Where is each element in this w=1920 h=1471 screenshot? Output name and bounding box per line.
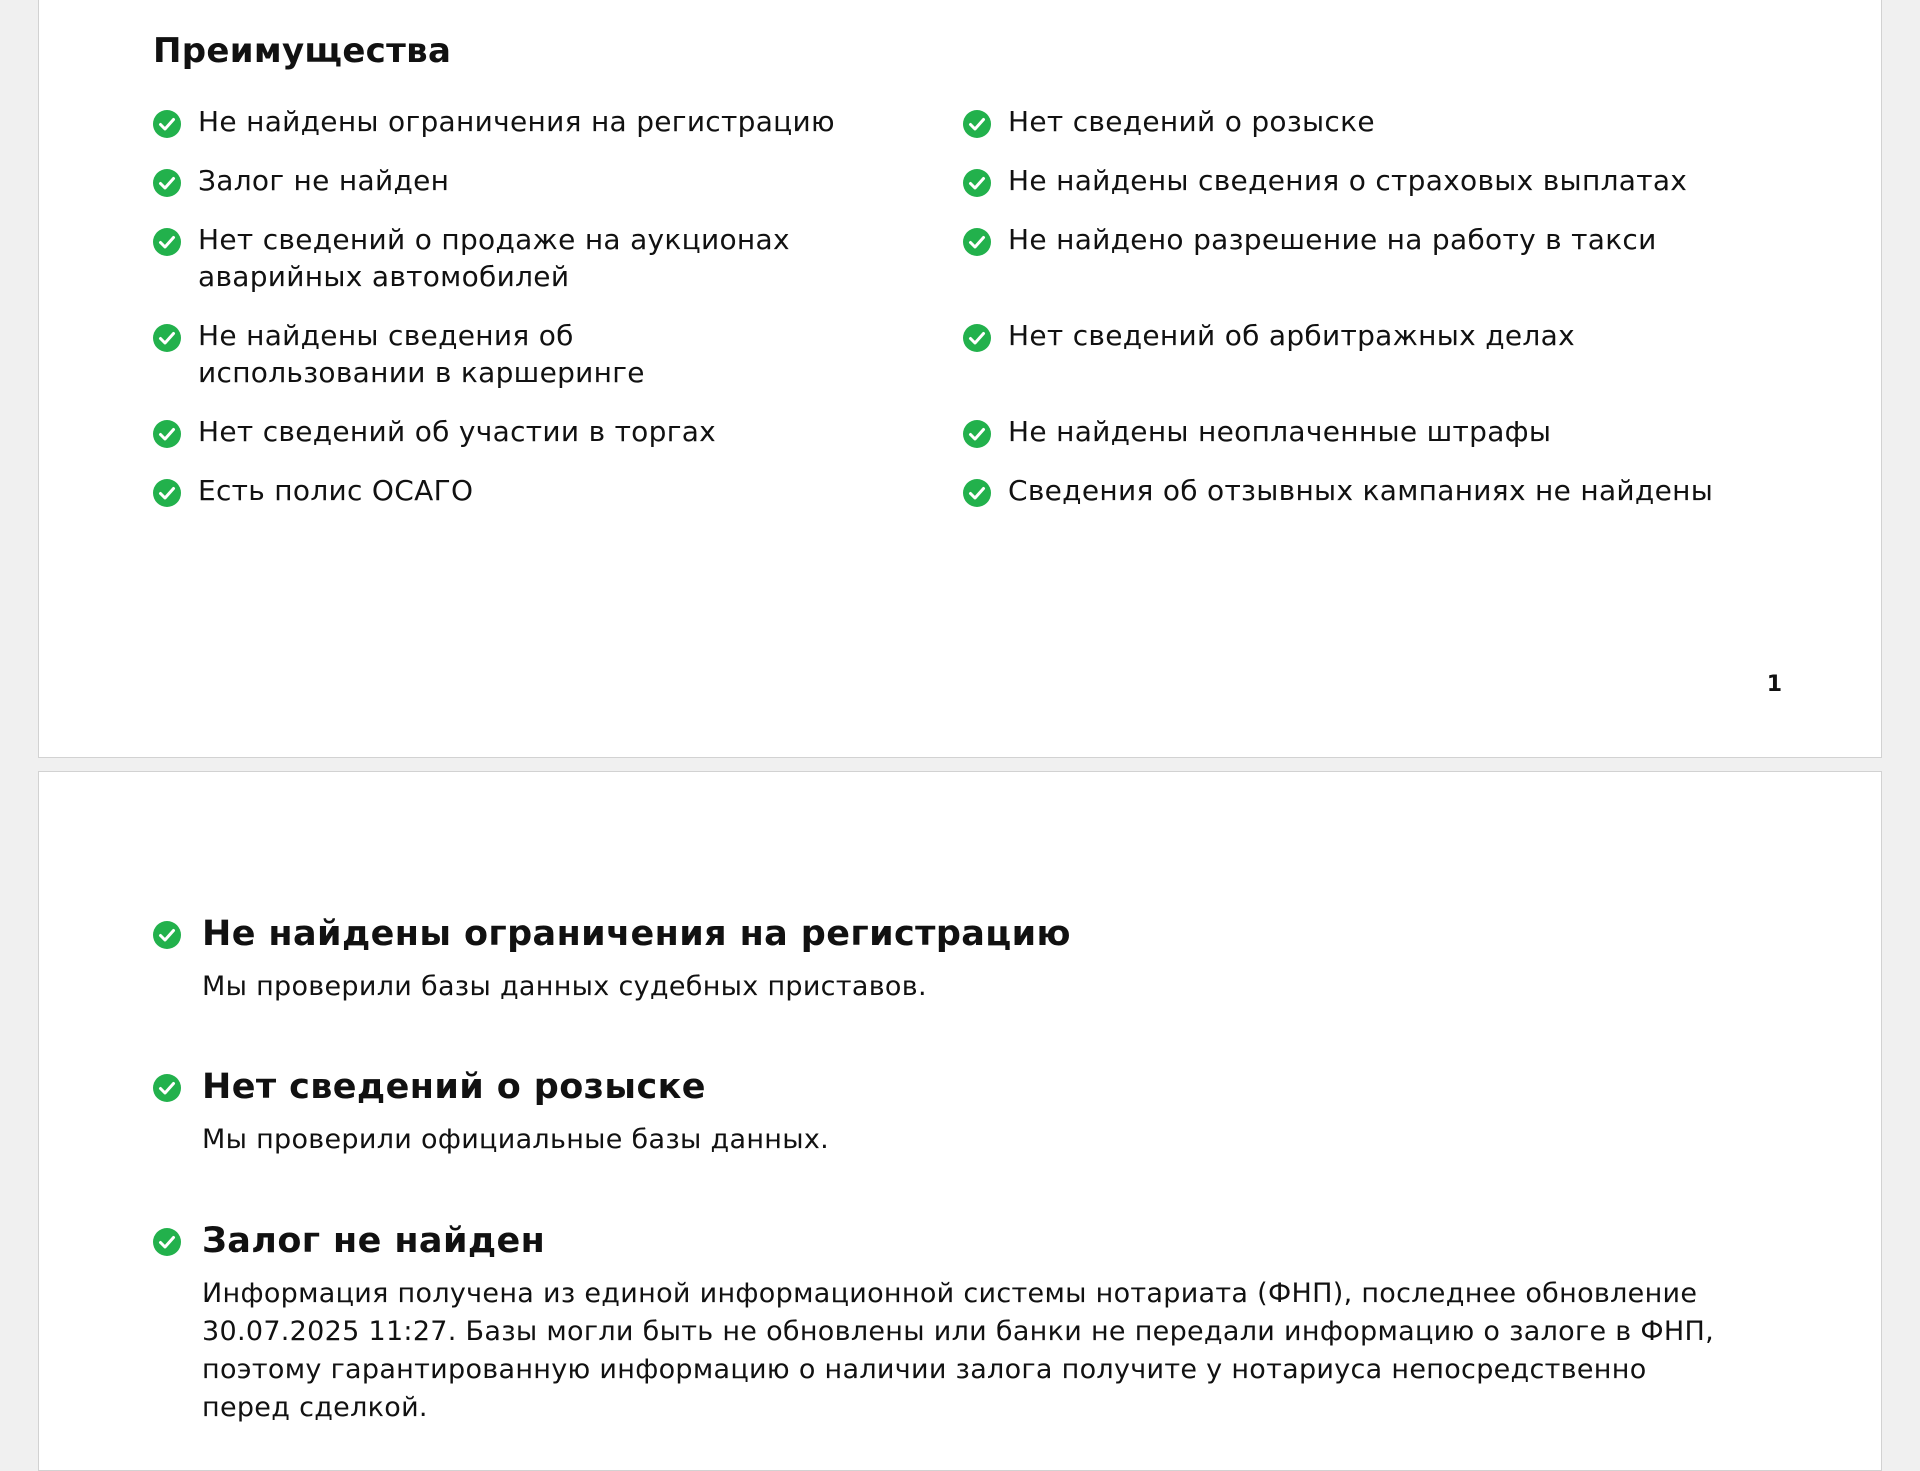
- detail-title: Не найдены ограничения на регистрацию: [202, 914, 1071, 954]
- advantage-item: [963, 413, 1823, 450]
- advantage-text: Нет сведений о розыске: [1008, 105, 1375, 138]
- advantage-text: Нет сведений об участии в торгах: [198, 415, 717, 448]
- advantage-item: [963, 221, 1823, 258]
- advantage-text: Нет сведений о продаже на аукционах аварийных автомобилей: [198, 223, 790, 293]
- advantage-item: [153, 221, 943, 295]
- advantage-item: [153, 103, 943, 140]
- advantage-item: [963, 317, 1823, 354]
- check-circle-icon: [963, 324, 991, 352]
- advantage-item: [963, 472, 1823, 509]
- advantage-text: Не найдены ограничения на регистрацию: [198, 105, 835, 138]
- advantages-list-right: [963, 103, 1823, 531]
- advantage-text: Нет сведений об арбитражных делах: [1008, 319, 1575, 352]
- check-circle-icon: [963, 479, 991, 507]
- detail-title: Нет сведений о розыске: [202, 1067, 706, 1107]
- detail-text: Мы проверили официальные базы данных.: [202, 1124, 830, 1155]
- advantage-text: Сведения об отзывных кампаниях не найдены: [1008, 474, 1714, 507]
- detail-text: Мы проверили базы данных судебных приставов.: [202, 971, 927, 1002]
- check-circle-icon: [153, 169, 181, 197]
- advantage-item: [153, 317, 943, 391]
- advantage-text: Не найдены сведения о страховых выплатах: [1008, 164, 1688, 197]
- advantages-list-left: [153, 103, 943, 531]
- check-circle-icon: [963, 228, 991, 256]
- check-circle-icon: [153, 228, 181, 256]
- detail-section: [153, 910, 1802, 1006]
- advantage-text: Не найдены сведения об использовании в каршеринге: [198, 319, 645, 389]
- check-circle-icon: [963, 420, 991, 448]
- check-circle-icon: [153, 420, 181, 448]
- page-number: 1: [1766, 672, 1782, 697]
- advantage-item: [963, 103, 1823, 140]
- advantage-text: Есть полис ОСАГО: [198, 474, 474, 507]
- check-circle-icon: [153, 1228, 181, 1256]
- advantage-item: [153, 472, 943, 509]
- check-circle-icon: [153, 110, 181, 138]
- advantages-title: Преимущества: [153, 31, 452, 71]
- advantage-text: Не найдены неоплаченные штрафы: [1008, 415, 1552, 448]
- detail-section: [153, 1217, 1802, 1427]
- detail-title: Залог не найден: [202, 1221, 546, 1261]
- check-circle-icon: [153, 921, 181, 949]
- report-page-1: [38, 0, 1882, 758]
- advantage-item: [153, 413, 943, 450]
- advantage-item: [963, 162, 1823, 199]
- advantage-text: Залог не найден: [198, 164, 450, 197]
- check-circle-icon: [153, 479, 181, 507]
- report-page-2: [38, 771, 1882, 1471]
- detail-text: Информация получена из единой информационной системы нотариата (ФНП), последнее обновление 30.07.2025 11:27. Базы могли быть не обновлены или банки не передали информацию о залоге в ФНП, поэтому гарантированную информацию о наличии залога получите у нотариуса непосредственно перед сделкой.: [202, 1278, 1715, 1423]
- check-circle-icon: [153, 324, 181, 352]
- advantage-item: [153, 162, 943, 199]
- check-circle-icon: [153, 1074, 181, 1102]
- detail-section: [153, 1063, 1802, 1159]
- check-circle-icon: [963, 110, 991, 138]
- check-circle-icon: [963, 169, 991, 197]
- advantage-text: Не найдено разрешение на работу в такси: [1008, 223, 1657, 256]
